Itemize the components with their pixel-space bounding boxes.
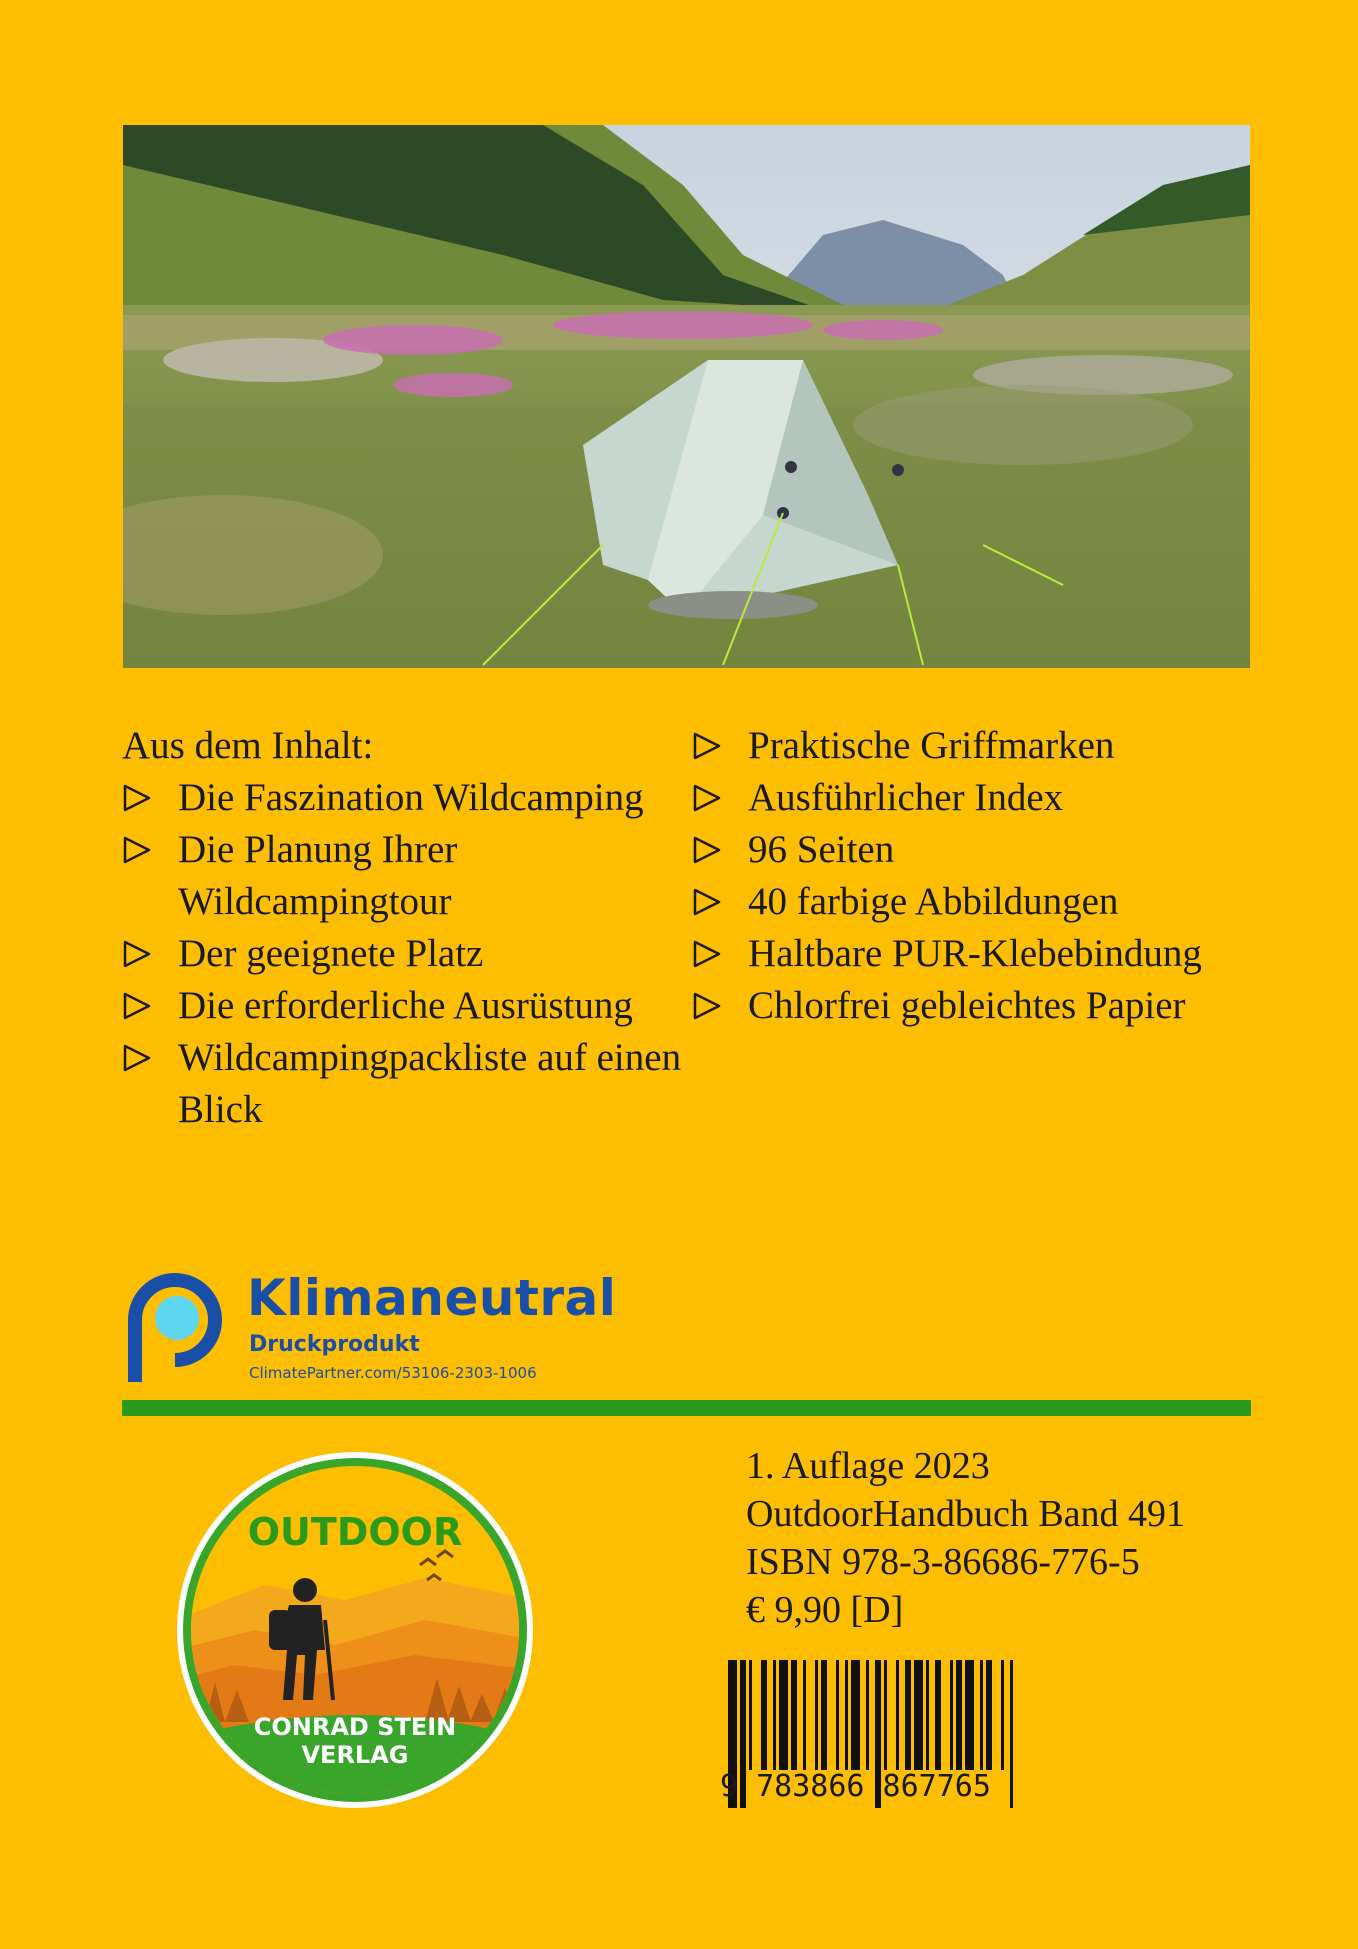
list-item (692, 980, 1252, 1032)
divider (122, 1400, 1251, 1416)
barcode-bar (896, 1660, 899, 1770)
barcode-bar (980, 1660, 983, 1770)
barcode-bar (845, 1660, 848, 1770)
climate-title: Klimaneutral (247, 1269, 617, 1327)
triangle-bullet-icon (692, 928, 748, 980)
barcode-bar (914, 1660, 923, 1770)
badge-bottom-line2: VERLAG (301, 1741, 409, 1769)
barcode-bar (866, 1660, 869, 1770)
triangle-bullet-icon (122, 1032, 178, 1084)
barcode-digits: 9 783866 867765 (720, 1769, 991, 1804)
barcode-bar (905, 1660, 911, 1770)
climate-subtitle: Druckprodukt (249, 1332, 420, 1357)
barcode-bar (761, 1660, 767, 1770)
triangle-bullet-icon (122, 772, 178, 824)
barcode-bar (815, 1660, 818, 1770)
contents-left-column (122, 720, 682, 1136)
triangle-bullet-icon (692, 876, 748, 928)
list-item (692, 928, 1252, 980)
list-item (692, 824, 1252, 876)
list-item (122, 1032, 682, 1136)
barcode-bar (821, 1660, 827, 1770)
list-item-text: Ausführlicher Index (748, 776, 1064, 819)
list-item (122, 824, 682, 928)
triangle-bullet-icon (692, 720, 748, 772)
barcode-bar (836, 1660, 839, 1770)
list-item (122, 980, 682, 1032)
isbn: ISBN 978-3-86686-776-5 (746, 1541, 1140, 1583)
series: OutdoorHandbuch Band 491 (746, 1493, 1186, 1535)
list-item (122, 928, 682, 980)
badge-bottom-line1: CONRAD STEIN (253, 1713, 457, 1741)
triangle-bullet-icon (122, 980, 178, 1032)
price: € 9,90 [D] (746, 1589, 904, 1631)
list-item-text: Wildcampingpackliste auf einen Blick (178, 1036, 682, 1131)
list-item (692, 876, 1252, 928)
barcode-bar (956, 1660, 962, 1770)
list-item-text: Haltbare PUR-Klebebindung (748, 932, 1202, 975)
barcode-bar (1001, 1660, 1004, 1770)
list-item-text: Praktische Griffmarken (748, 724, 1115, 767)
outdoor-publisher-badge (175, 1450, 535, 1810)
climatepartner-logo-icon (125, 1272, 231, 1386)
list-item-text: Die erforderliche Ausrüstung (178, 984, 633, 1027)
list-item-text: Die Faszination Wildcamping (178, 776, 644, 819)
barcode-bar (773, 1660, 776, 1770)
publication-info (746, 1442, 1185, 1634)
list-item-text: Der geeignete Platz (178, 932, 484, 975)
triangle-bullet-icon (122, 824, 178, 876)
edition: 1. Auflage 2023 (746, 1445, 990, 1487)
barcode-bar (986, 1660, 992, 1770)
list-item (122, 772, 682, 824)
cover-photo-tent-in-meadow (123, 125, 1250, 668)
barcode-bar (791, 1660, 797, 1770)
barcode-bar (926, 1660, 929, 1770)
list-item-text: Die Planung Ihrer Wildcampingtour (178, 828, 458, 923)
climate-neutral-label (125, 1268, 685, 1388)
triangle-bullet-icon (692, 824, 748, 876)
triangle-bullet-icon (692, 980, 748, 1032)
barcode-bar (851, 1660, 860, 1770)
barcode-bar (965, 1660, 974, 1770)
climate-url[interactable]: ClimatePartner.com/53106-2303-1006 (249, 1364, 537, 1382)
barcode-bar (884, 1660, 887, 1770)
barcode-bar (779, 1660, 788, 1770)
list-item-text: 96 Seiten (748, 828, 895, 871)
list-item-text: 40 farbige Abbildungen (748, 880, 1119, 923)
triangle-bullet-icon (122, 928, 178, 980)
contents-right-column (692, 720, 1252, 1032)
barcode-bar (749, 1660, 752, 1770)
list-item-text: Chlorfrei gebleichtes Papier (748, 984, 1186, 1027)
barcode-bar (803, 1660, 806, 1770)
triangle-bullet-icon (692, 772, 748, 824)
barcode-bar (935, 1660, 941, 1770)
list-item (692, 772, 1252, 824)
list-item (692, 720, 1252, 772)
barcode-bar (950, 1660, 953, 1770)
contents-intro: Aus dem Inhalt: (122, 724, 374, 767)
badge-top-text: OUTDOOR (247, 1510, 463, 1554)
